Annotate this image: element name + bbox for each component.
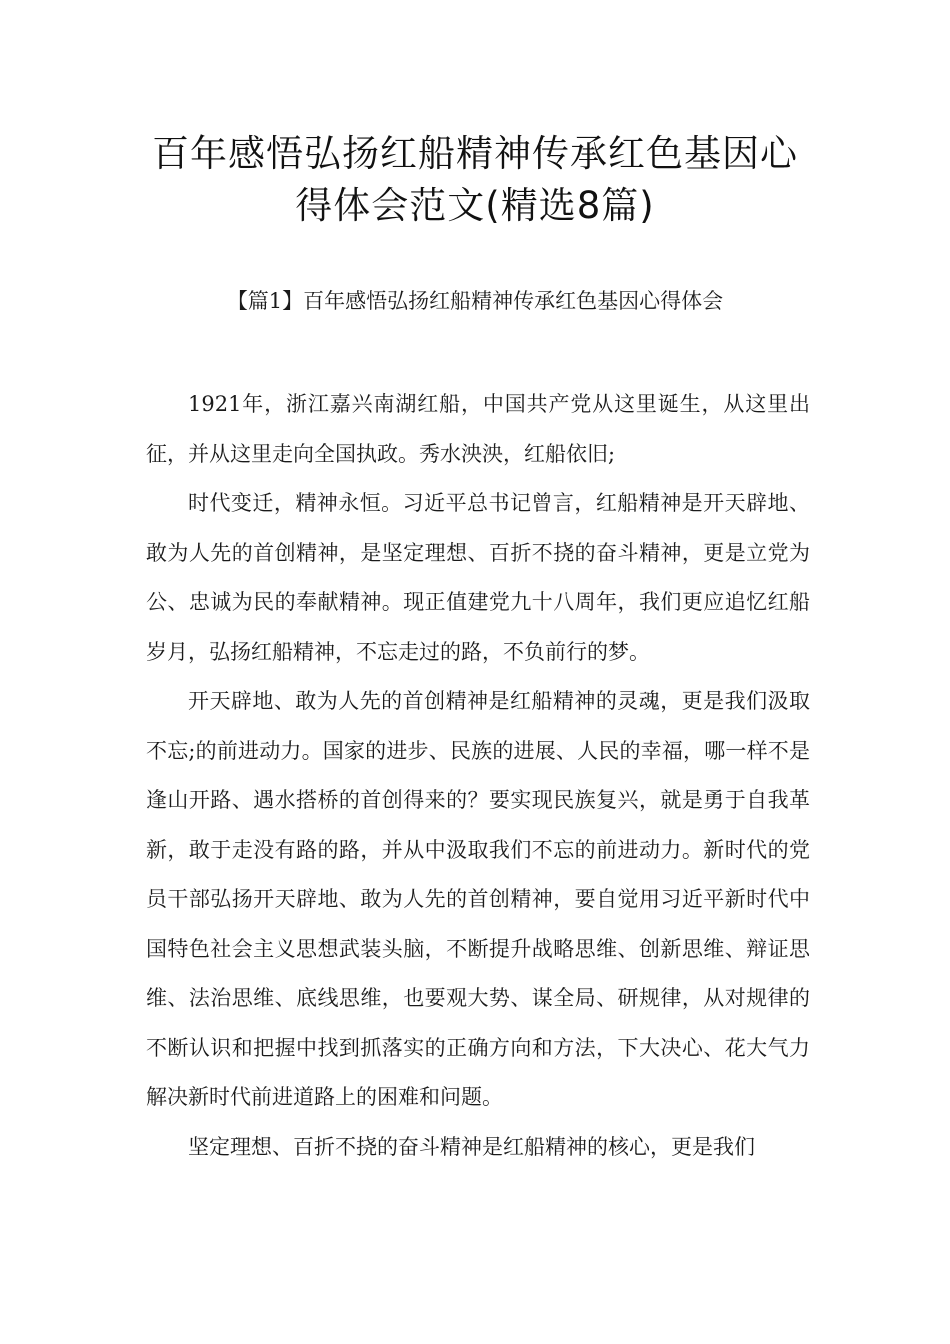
document-body	[146, 380, 810, 1172]
paragraph: 坚定理想、百折不挠的奋斗精神是红船精神的核心，更是我们	[188, 1134, 755, 1159]
paragraph: 1921年，浙江嘉兴南湖红船，中国共产党从这里诞生，从这里出征，并从这里走向全国执政。秀水泱泱，红船依旧;	[146, 392, 810, 466]
document-title-line-1: 百年感悟弘扬红船精神传承红色基因心	[152, 132, 798, 175]
document-title-line-2: 得体会范文(精选8篇)	[295, 184, 655, 227]
section-heading: 【篇1】百年感悟弘扬红船精神传承红色基因心得体会	[226, 289, 724, 313]
document-title	[100, 128, 850, 232]
paragraph: 时代变迁，精神永恒。习近平总书记曾言，红船精神是开天辟地、敢为人先的首创精神，是坚定理想、百折不挠的奋斗精神，更是立党为公、忠诚为民的奉献精神。现正值建党九十八周年，我们更应追忆红船岁月，弘扬红船精神，不忘走过的路，不负前行的梦。	[146, 491, 810, 664]
paragraph: 开天辟地、敢为人先的首创精神是红船精神的灵魂，更是我们汲取不忘;的前进动力。国家的进步、民族的进展、人民的幸福，哪一样不是逢山开路、遇水搭桥的首创得来的？要实现民族复兴，就是勇于自我革新，敢于走没有路的路，并从中汲取我们不忘的前进动力。新时代的党员干部弘扬开天辟地、敢为人先的首创精神，要自觉用习近平新时代中国特色社会主义思想武装头脑，不断提升战略思维、创新思维、辩证思维、法治思维、底线思维，也要观大势、谋全局、研规律，从对规律的不断认识和把握中找到抓落实的正确方向和方法，下大决心、花大气力解决新时代前进道路上的困难和问题。	[146, 689, 810, 1109]
